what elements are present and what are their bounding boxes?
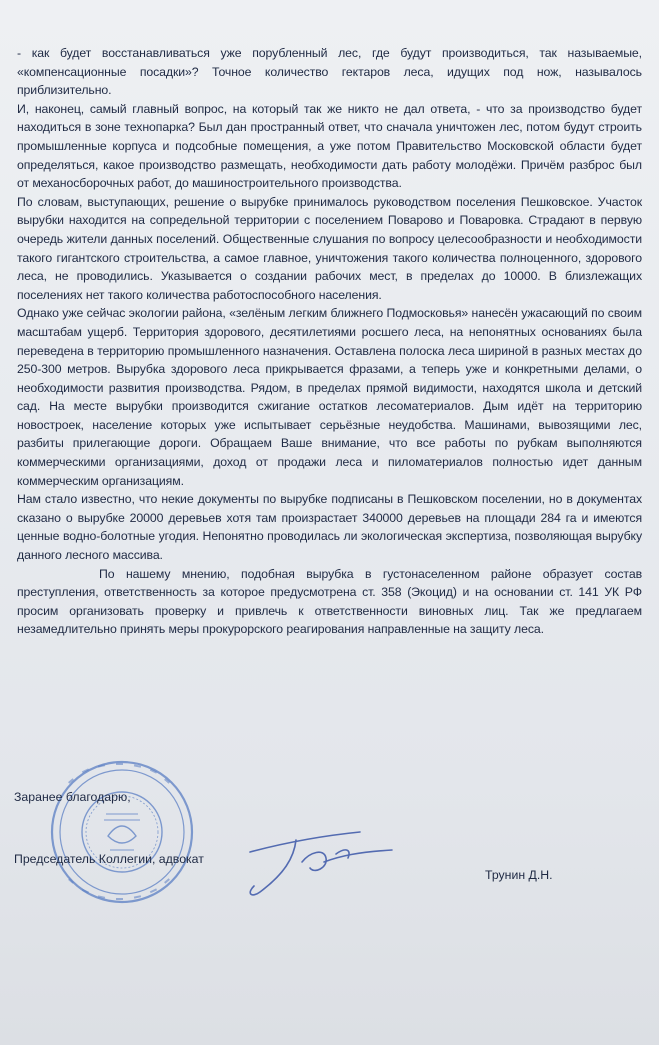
handwritten-signature-icon [240,822,400,902]
paragraph-damage: Однако уже сейчас экологии района, «зелёным легким ближнего Подмосковья» нанесён ужасающий по своим масштабам ущерб. Территория здорового, десятилетиями росшего леса, на непонятных основаниях была переведена в территорию промышленного назначения. Оставлена полоска леса шириной в разных местах до 250-300 метров. Вырубка здорового леса прикрывается фразами, а теперь уже и конкретными делами, о необходимости развития производства. Рядом, в пределах прямой видимости, находятся школа и детский сад. На месте вырубки производится сжигание остатков лесоматериалов. Дым идёт на территорию новостроек, население которых уже испытывает серьёзные неудобства. Машинами, вывозящими лес, разбиты прилегающие дороги. Обращаем Ваше внимание, что все работы по рубкам выполняются коммерческими организациями, доход от продажи леса и пиломатериалов полностью идет данным коммерческим организациям. [17,306,642,488]
closing-author: Трунин Д.Н. [485,868,553,882]
letter-body [17,44,642,639]
paragraph-compensation: - как будет восстанавливаться уже порубленный лес, где будут производиться, так называемые, «компенсационные посадки»? Точное количество гектаров леса, идущих под нож, называлось приблизительно. [17,46,642,98]
closing-thanks: Заранее благодарю, [14,790,131,804]
paragraph-request: По нашему мнению, подобная вырубка в густонаселенном районе образует состав преступления, ответственность за которое предусмотрена ст. 358 (Экоцид) и на основании ст. 141 УК РФ просим организовать проверку и привлечь к ответственности виновных лиц. Так же предлагаем незамедлительно принять меры прокурорского реагирования направленные на защиту леса. [17,566,642,637]
paragraph-decision: По словам, выступающих, решение о вырубке принималось руководством поселения Пешковское. Участок вырубки находится на сопредельной территории с поселением Поварово и Поваровка. Страдают в первую очередь жители данных поселений. Общественные слушания по вопросу целесообразности и необходимости такого гигантского строительства, а самое главное, уничтожения такого количества полноценного, здорового леса, не проводились. Указывается о создании рабочих мест, в пределах до 10000. В близлежащих поселениях нет такого количества работоспособного населения. [17,194,642,302]
round-seal-icon [48,758,196,906]
paragraph-documents: Нам стало известно, что некие документы по вырубке подписаны в Пешковском поселении, но в документах сказано о вырубке 20000 деревьев хотя там произрастает 340000 деревьев на площади 284 га и имеются ценные водно-болотные угодия. Непонятно проводилась ли экологическая экспертиза, позволяющая вырубку данного лесного массива. [17,492,642,563]
paragraph-main-question: И, наконец, самый главный вопрос, на который так же никто не дал ответа, - что за производство будет находиться в зоне технопарка? Был дан пространный ответ, что сначала уничтожен лес, потом будут строить промышленные корпуса и подсобные помещения, а уже потом Правительство Московской области будет определяться, какое производство размещать, необходимости дать работу молодёжи. Причём разброс был от механосборочных работ, до машиностроительного производства. [17,101,642,191]
closing-position: Председатель Коллегии, адвокат [14,852,204,866]
